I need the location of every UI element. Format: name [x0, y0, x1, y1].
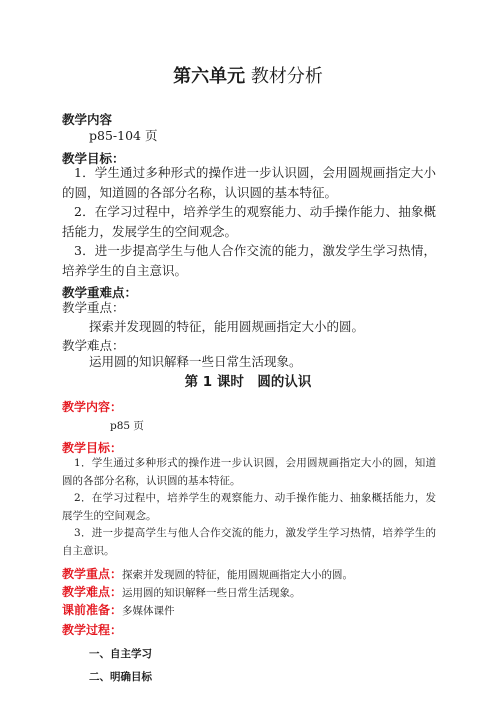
lesson-goal-3: 3．进一步提高学生与他人合作交流的能力，激发学生学习热情，培养学生的自主意识。 [62, 527, 436, 557]
unit-goal-2: 2．在学习过程中，培养学生的观察能力、动手操作能力、抽象概括能力，发展学生的空间观念。 [62, 204, 436, 239]
lesson-difficulty-text: 运用圆的知识解释一些日常生活现象。 [122, 587, 301, 599]
unit-goal-1: 1．学生通过多种形式的操作进一步认识圆，会用圆规画指定大小的圆，知道圆的各部分名称，认识圆的基本特征。 [62, 165, 436, 200]
lesson-goal-1: 1．学生通过多种形式的操作进一步认识圆，会用圆规画指定大小的圆，知道圆的各部分名称，认识圆的基本特征。 [62, 457, 436, 487]
lesson-step-2: 二、明确目标 [89, 671, 152, 683]
unit-goal-3: 3．进一步提高学生与他人合作交流的能力，激发学生学习热情，培养学生的自主意识。 [62, 243, 436, 278]
unit-key-label: 教学重点： [62, 300, 125, 315]
lesson-title: 第 1 课时 圆的认识 [184, 374, 312, 390]
lesson-content-heading: 教学内容： [62, 400, 123, 414]
lesson-prep [62, 599, 175, 620]
lesson-key-label: 教学重点： [62, 567, 123, 581]
unit-pages: p85-104 页 [89, 128, 158, 143]
lesson-step-1: 一、自主学习 [89, 648, 152, 660]
unit-key-text: 探索并发现圆的特征，能用圆规画指定大小的圆。 [89, 319, 365, 334]
lesson-goals-heading: 教学目标： [62, 441, 123, 455]
lesson-prep-label: 课前准备： [62, 603, 123, 617]
unit-goals-heading: 教学目标： [62, 151, 125, 166]
unit-difficulty-label: 教学难点： [62, 338, 125, 353]
unit-title-bold: 第六单元 [173, 66, 246, 87]
unit-keypoints-heading: 教学重难点： [62, 285, 138, 300]
lesson-prep-text: 多媒体课件 [122, 605, 175, 617]
lesson-goal-2: 2．在学习过程中，培养学生的观察能力、动手操作能力、抽象概括能力，发展学生的空间观念。 [62, 492, 436, 522]
lesson-process-heading: 教学过程： [62, 623, 123, 637]
unit-title [0, 62, 496, 88]
unit-difficulty-text: 运用圆的知识解释一些日常生活现象。 [89, 354, 302, 369]
lesson-difficulty-label: 教学难点： [62, 585, 123, 599]
lesson-pages: p85 页 [110, 420, 144, 432]
lesson-key-text: 探索并发现圆的特征，能用圆规画指定大小的圆。 [122, 569, 354, 581]
unit-title-rest: 教材分析 [250, 66, 323, 87]
unit-content-heading: 教学内容 [62, 112, 113, 127]
